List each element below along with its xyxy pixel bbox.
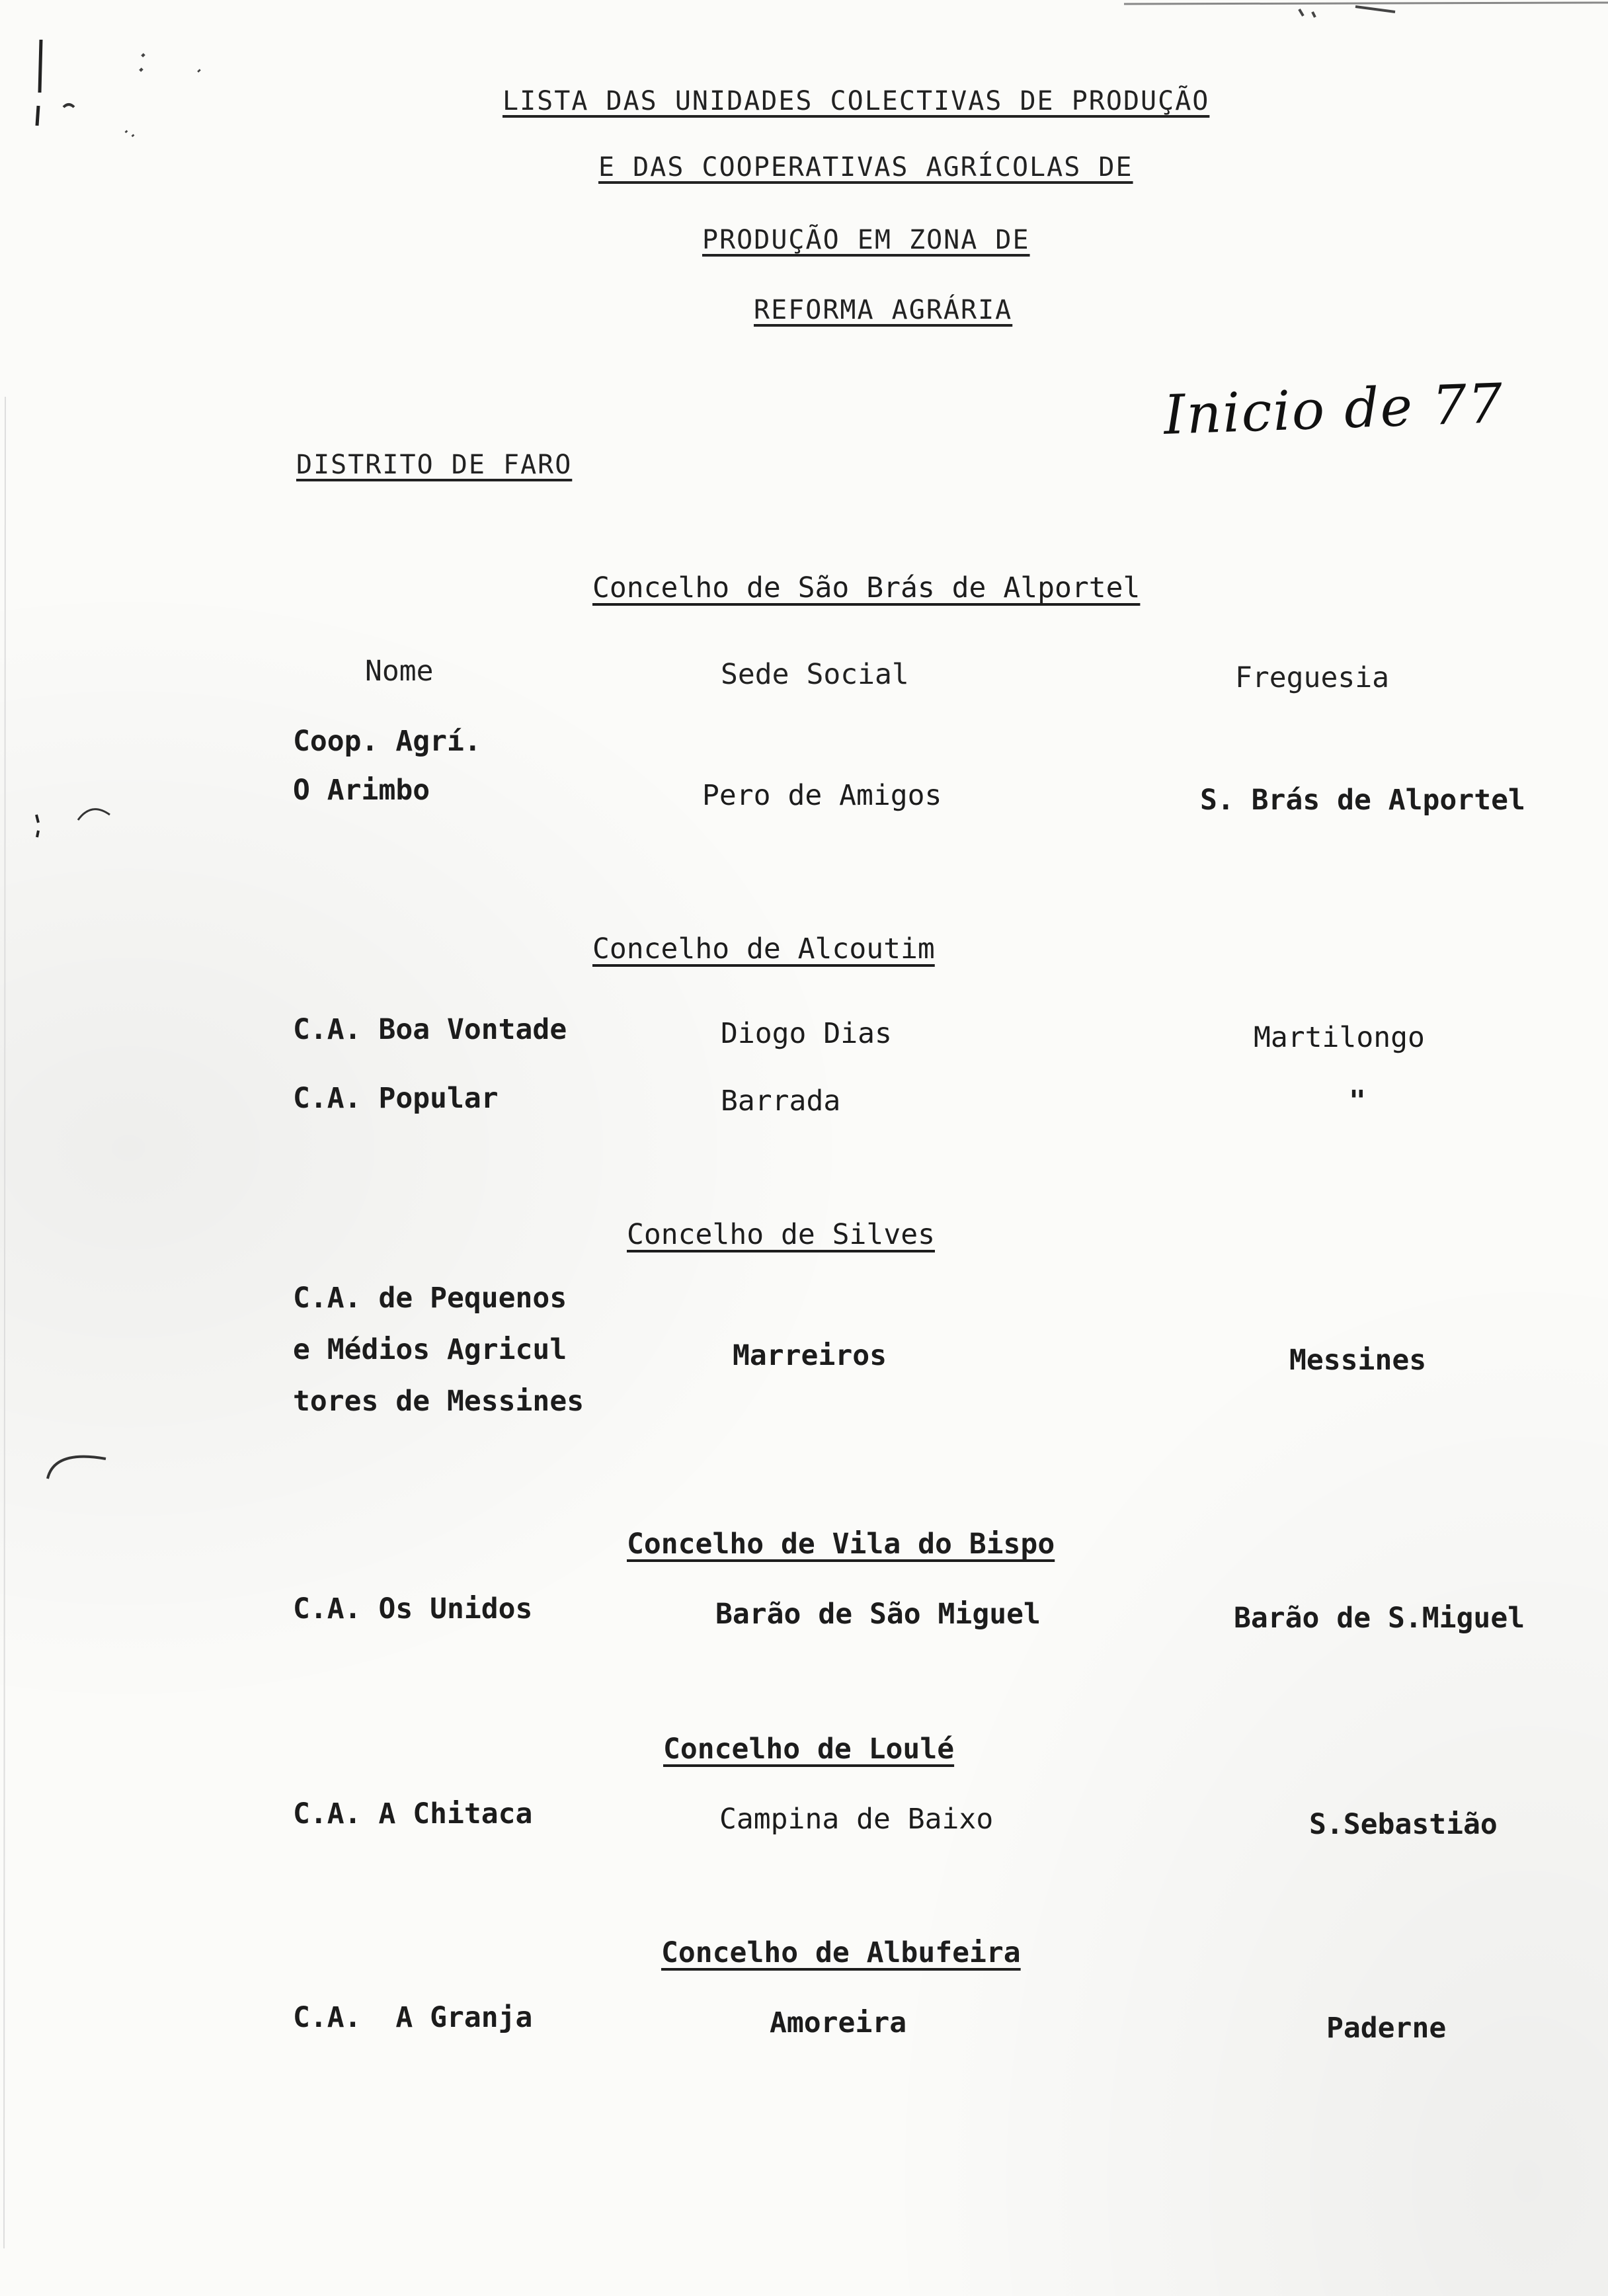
row-nome: C.A. Boa Vontade [293,1013,567,1046]
row-nome: C.A. A Granja [293,2001,533,2034]
row-nome: C.A. A Chitaca [293,1797,533,1830]
row-freguesia: S. Brás de Alportel [1200,784,1525,817]
row-sede-social: Pero de Amigos [702,779,942,812]
row-nome-line: Coop. Agrí. [293,725,481,758]
row-sede-social: Barão de São Miguel [715,1598,1041,1631]
column-header-nome: Nome [365,655,434,688]
column-header-sede-social: Sede Social [721,658,909,691]
row-sede-social: Marreiros [733,1339,887,1372]
title-line-4: REFORMA AGRÁRIA [754,295,1013,325]
row-nome: C.A. Os Unidos [293,1592,533,1625]
concelho-heading-sao-bras: Concelho de São Brás de Alportel [592,571,1141,604]
row-nome: C.A. Popular [293,1082,499,1115]
concelho-heading-albufeira: Concelho de Albufeira [661,1936,1021,1969]
concelho-heading-silves: Concelho de Silves [627,1218,935,1251]
row-sede-social: Barrada [721,1085,841,1118]
row-freguesia: Messines [1289,1344,1427,1377]
row-freguesia: S.Sebastião [1309,1808,1498,1841]
concelho-heading-vila-do-bispo: Concelho de Vila do Bispo [627,1528,1055,1561]
row-freguesia-ditto-mark: " [1349,1085,1366,1118]
row-freguesia: Paderne [1326,2012,1447,2045]
title-line-2: E DAS COOPERATIVAS AGRÍCOLAS DE [598,152,1133,183]
row-sede-social: Amoreira [770,2006,907,2039]
row-nome-line: e Médios Agricul [293,1333,567,1366]
title-line-3: PRODUÇÃO EM ZONA DE [702,225,1030,255]
row-freguesia: Barão de S.Miguel [1234,1602,1525,1635]
row-sede-social: Diogo Dias [721,1017,892,1050]
row-sede-social: Campina de Baixo [719,1803,994,1836]
column-header-freguesia: Freguesia [1235,661,1389,694]
row-freguesia: Martilongo [1254,1021,1425,1054]
district-heading: DISTRITO DE FARO [296,450,573,480]
title-line-1: LISTA DAS UNIDADES COLECTIVAS DE PRODUÇÃO [502,86,1210,116]
handwritten-annotation: Inicio de 77 [1162,372,1505,447]
row-nome-line: O Arimbo [293,774,430,807]
row-nome-line: tores de Messines [293,1385,584,1418]
concelho-heading-loule: Concelho de Loulé [663,1733,955,1766]
row-nome-line: C.A. de Pequenos [293,1282,567,1315]
concelho-heading-alcoutim: Concelho de Alcoutim [592,932,935,965]
